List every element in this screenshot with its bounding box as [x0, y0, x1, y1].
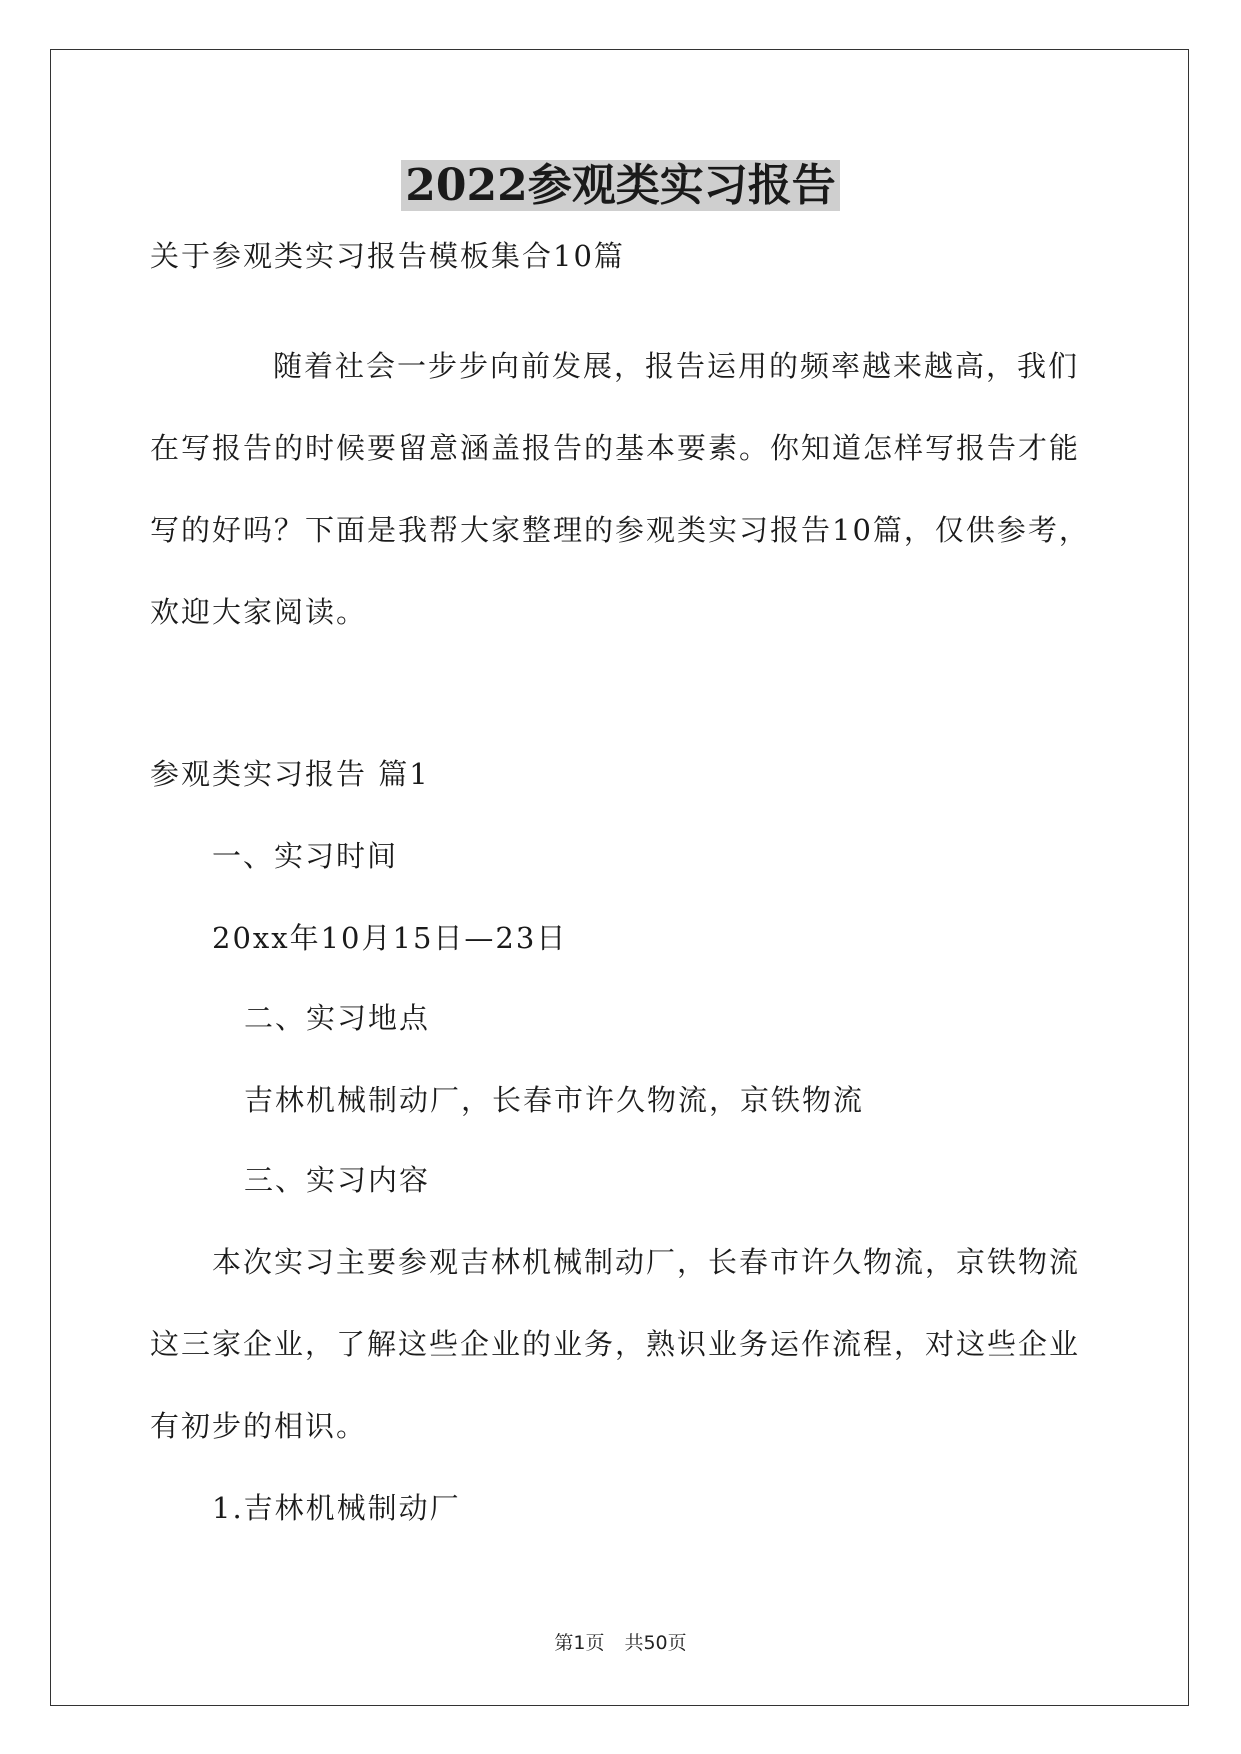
- document-title-text: 2022参观类实习报告: [401, 160, 839, 211]
- item1-heading: 一、实习时间: [212, 839, 399, 873]
- section-heading: 参观类实习报告 篇1: [150, 757, 430, 791]
- page-border: [50, 49, 1189, 1706]
- sub1-heading: 1.吉林机械制动厂: [212, 1491, 461, 1525]
- document-title: [0, 158, 1241, 214]
- page-footer: [0, 1630, 1241, 1656]
- page-number-total: 共50页: [624, 1632, 687, 1654]
- intro-line-3: 写的好吗？下面是我帮大家整理的参观类实习报告10篇，仅供参考，: [150, 513, 1090, 547]
- item2-heading: 二、实习地点: [244, 1001, 431, 1035]
- content-line-1: 本次实习主要参观吉林机械制动厂，长春市许久物流，京铁物流: [212, 1245, 1081, 1279]
- item2-text: 吉林机械制动厂，长春市许久物流，京铁物流: [244, 1083, 865, 1117]
- item1-text: 20xx年10月15日—23日: [212, 921, 568, 955]
- document-subtitle: 关于参观类实习报告模板集合10篇: [150, 239, 625, 273]
- item3-heading: 三、实习内容: [244, 1163, 431, 1197]
- content-line-3: 有初步的相识。: [150, 1409, 368, 1443]
- intro-line-4: 欢迎大家阅读。: [150, 595, 368, 629]
- page-number-current: 第1页: [554, 1632, 605, 1654]
- intro-line-1: 随着社会一步步向前发展，报告运用的频率越来越高，我们: [273, 349, 1080, 383]
- intro-line-2: 在写报告的时候要留意涵盖报告的基本要素。你知道怎样写报告才能: [150, 431, 1081, 465]
- content-line-2: 这三家企业，了解这些企业的业务，熟识业务运作流程，对这些企业: [150, 1327, 1081, 1361]
